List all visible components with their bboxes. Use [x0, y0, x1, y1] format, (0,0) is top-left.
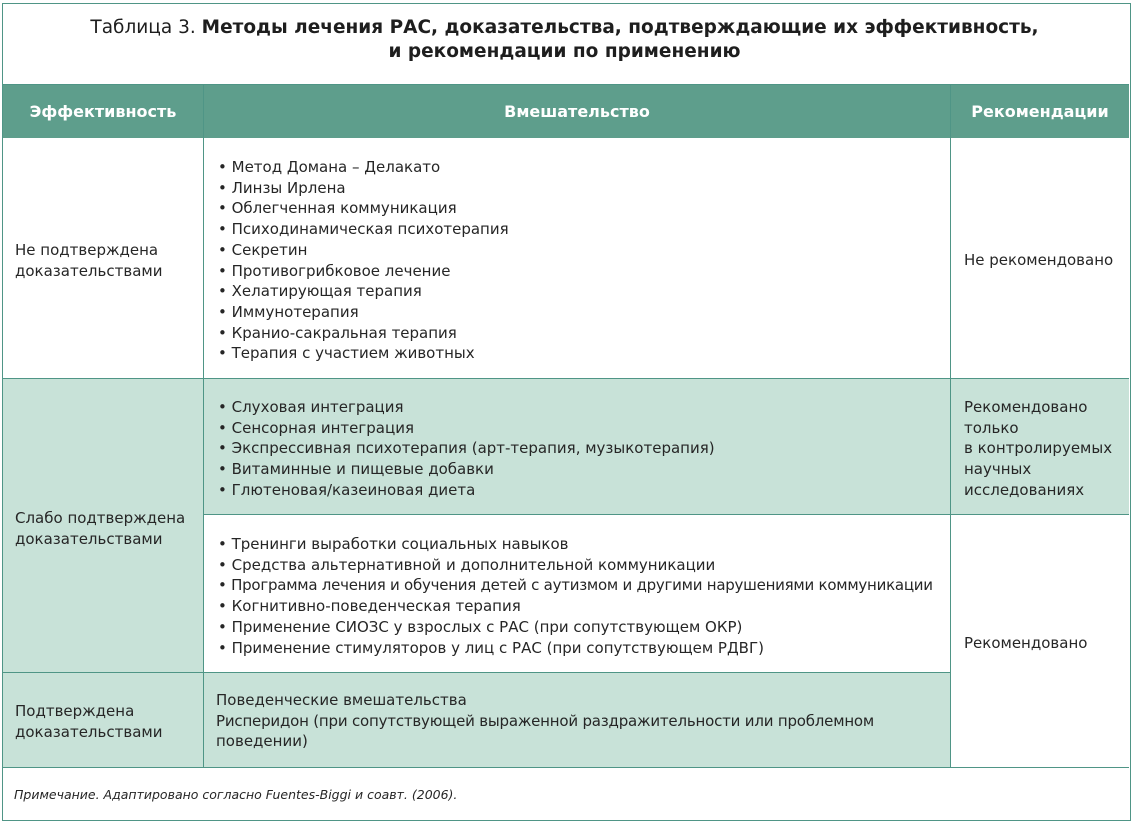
list-item: • Тренинги выработки социальных навыков — [218, 534, 946, 555]
effectiveness-line: Слабо подтверждена — [15, 509, 186, 527]
header-recommendations-label: Рекомендации — [971, 101, 1109, 121]
effectiveness-line: доказательствами — [15, 529, 163, 548]
intervention-line: поведении) — [216, 732, 308, 751]
list-item: • Психодинамическая психотерапия — [218, 219, 938, 240]
list-item: • Терапия с участием животных — [218, 343, 938, 364]
recommendation-line: исследованиях — [964, 480, 1085, 499]
row-confirmed-effectiveness — [15, 701, 200, 742]
header-effectiveness — [3, 84, 203, 138]
list-item: • Секретин — [218, 240, 938, 261]
list-item: • Программа лечения и обучения детей с аутизмом и другими нарушениями коммуникации — [218, 575, 946, 596]
list-item: • Слуховая интеграция — [218, 397, 938, 418]
list-item: • Облегченная коммуникация — [218, 198, 938, 219]
effectiveness-line: доказательствами — [15, 722, 163, 741]
row-weak-b-interventions — [218, 534, 946, 658]
row-weak-b-recommendation — [964, 633, 1129, 654]
list-item: • Когнитивно-поведенческая терапия — [218, 596, 946, 617]
list-item: • Хелатирующая терапия — [218, 281, 938, 302]
intervention-line: Поведенческие вмешательства — [216, 691, 467, 709]
header-effectiveness-label: Эффективность — [29, 101, 177, 121]
grid-vline-2 — [950, 84, 951, 767]
header-intervention-label: Вмешательство — [504, 101, 650, 121]
grid-hline-top — [3, 84, 1129, 85]
list-item: • Экспрессивная психотерапия (арт-терапия, музыкотерапия) — [218, 438, 938, 459]
list-item: • Глютеновая/казеиновая диета — [218, 480, 938, 501]
row-weak-effectiveness — [15, 508, 200, 549]
title-line-1: Методы лечения РАС, доказательства, подтверждающие их эффективность, — [201, 17, 1039, 38]
intervention-line: Рисперидон (при сопутствующей выраженной раздражительности или проблемном — [216, 711, 875, 730]
list-item: • Витаминные и пищевые добавки — [218, 459, 938, 480]
effectiveness-line: доказательствами — [15, 261, 163, 280]
list-item: • Применение СИОЗС у взрослых с РАС (при сопутствующем ОКР) — [218, 617, 946, 638]
row-not-confirmed-recommendation — [964, 250, 1129, 271]
recommendation-text: Рекомендовано — [964, 634, 1088, 652]
recommendation-line: только — [964, 418, 1019, 437]
grid-hline-row2 — [3, 378, 1129, 379]
list-item: • Применение стимуляторов у лиц с РАС (при сопутствующем РДВГ) — [218, 638, 946, 659]
grid-hline-row2b — [204, 514, 1129, 515]
recommendation-line: научных — [964, 460, 1032, 479]
row-confirmed-interventions — [216, 690, 944, 752]
table-note: Примечание. Адаптировано согласно Fuentes-Biggi и соавт. (2006). — [14, 787, 458, 802]
row-not-confirmed-interventions — [218, 157, 938, 364]
effectiveness-line: Подтверждена — [15, 702, 135, 720]
grid-hline-bottom — [3, 767, 1129, 768]
recommendation-line: в контролируемых — [964, 439, 1113, 458]
list-item: • Линзы Ирлена — [218, 178, 938, 199]
list-item: • Метод Домана – Делакато — [218, 157, 938, 178]
list-item: • Кранио-сакральная терапия — [218, 323, 938, 344]
recommendation-line: Рекомендовано — [964, 398, 1088, 416]
row-not-confirmed-effectiveness — [15, 240, 200, 281]
table-title — [0, 16, 1129, 64]
list-item: • Противогрибковое лечение — [218, 261, 938, 282]
table-label: Таблица 3. — [90, 17, 196, 38]
row-weak-a-interventions — [218, 397, 938, 501]
effectiveness-line: Не подтверждена — [15, 241, 159, 259]
header-recommendations — [951, 84, 1129, 138]
list-item: • Сенсорная интеграция — [218, 418, 938, 439]
grid-hline-row3 — [3, 672, 950, 673]
list-item: • Иммунотерапия — [218, 302, 938, 323]
title-line-2: и рекомендации по применению — [388, 41, 741, 62]
grid-vline-1 — [203, 84, 204, 767]
recommendation-text: Не рекомендовано — [964, 251, 1114, 269]
header-intervention — [204, 84, 950, 138]
row-weak-a-recommendation — [964, 397, 1124, 501]
list-item: • Средства альтернативной и дополнительной коммуникации — [218, 555, 946, 576]
